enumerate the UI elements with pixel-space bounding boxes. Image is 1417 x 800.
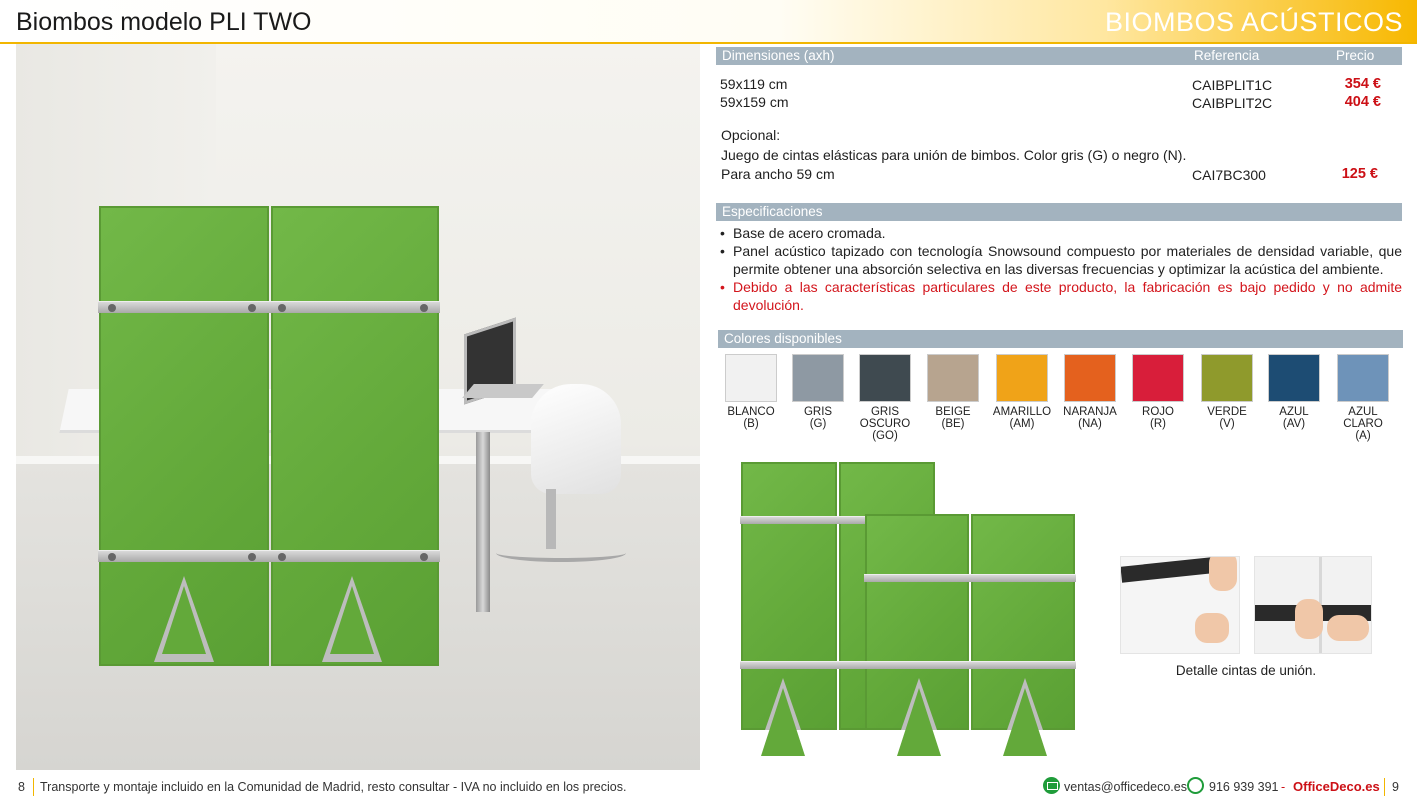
screen-rail-top [98, 301, 440, 313]
swatch-amarillo [989, 354, 1055, 430]
short-foot-right [1007, 678, 1043, 730]
spec-item: • Panel acústico tapizado con tecnología Snowsound compuesto por materiales de densidad variable, que permite obtener una absorción selectiva en las diversas frecuencias y optimizar la acústica del ambiente. [716, 242, 1402, 278]
chair-base [496, 544, 626, 562]
chair-pole [546, 489, 556, 549]
swatch-code: (R) [1150, 418, 1166, 430]
swatch-rojo [1125, 354, 1191, 430]
swatch-name: AZUL [1279, 406, 1309, 418]
detail-caption: Detalle cintas de unión. [1175, 663, 1317, 678]
phone-icon [1187, 777, 1204, 794]
row-1-price: 354 € [1344, 76, 1381, 92]
brand-link[interactable]: OfficeDeco.es [1293, 779, 1380, 794]
hand [1327, 615, 1369, 641]
swatch-gris-oscuro [852, 354, 918, 442]
row-1-dimensions: 59x119 cm [720, 76, 788, 92]
specs-heading: Especificaciones [716, 203, 1402, 221]
swatch-name: BLANCO [727, 406, 775, 418]
desk-leg [476, 432, 490, 612]
detail-photo-join [1254, 556, 1372, 654]
footer-divider [33, 778, 34, 796]
laptop-base [462, 384, 544, 398]
swatch-code: (A) [1355, 430, 1371, 442]
row-2-dimensions: 59x159 cm [720, 94, 789, 110]
swatch-name: AZUL CLARO [1343, 406, 1383, 430]
swatch-name: BEIGE [935, 406, 971, 418]
swatch-name: AMARILLO [992, 406, 1052, 418]
swatch-naranja [1057, 354, 1123, 430]
color-chip [1337, 354, 1389, 402]
swatch-name: GRIS OSCURO [859, 406, 911, 430]
swatch-code: (GO) [872, 430, 898, 442]
pricing-header [716, 47, 1402, 65]
swatch-code: (BE) [941, 418, 965, 430]
category-title: BIOMBOS ACÚSTICOS [1104, 7, 1403, 37]
swatch-name: NARANJA [1063, 406, 1117, 418]
spec-item: • Base de acero cromada. [716, 224, 1402, 242]
short-rail-bottom [864, 661, 1076, 669]
swatch-code: (AV) [1282, 418, 1306, 430]
swatch-code: (B) [743, 418, 759, 430]
swatch-gris [785, 354, 851, 430]
optional-description: Juego de cintas elásticas para unión de bimbos. Color gris (G) o negro (N). [721, 147, 1187, 163]
swatch-blanco [718, 354, 784, 430]
row-2-price: 404 € [1344, 94, 1381, 110]
optional-width: Para ancho 59 cm [721, 166, 835, 182]
color-chip [792, 354, 844, 402]
optional-reference: CAI7BC300 [1192, 167, 1266, 183]
swatch-code: (AM) [1009, 418, 1035, 430]
optional-price: 125 € [1341, 166, 1378, 182]
row-1-reference: CAIBPLIT1C [1192, 77, 1273, 93]
swatch-beige [920, 354, 986, 430]
short-foot-left [901, 678, 937, 730]
product-photo [16, 44, 700, 770]
swatch-name: GRIS [803, 406, 833, 418]
color-chip [996, 354, 1048, 402]
page-title: Biombos modelo PLI TWO [16, 8, 312, 36]
color-chip [1132, 354, 1184, 402]
col-dimensions: Dimensiones (axh) [722, 48, 835, 63]
specs-section [716, 203, 1402, 221]
tall-foot [765, 678, 801, 730]
swatch-azul-claro [1328, 354, 1398, 442]
swatch-code: (NA) [1078, 418, 1102, 430]
spec-warning: • Debido a las características particulares de este producto, la fabricación es bajo pedido y no admite devolución. [716, 278, 1402, 314]
footer-disclaimer: Transporte y montaje incluido en la Comunidad de Madrid, resto consultar - IVA no incluido en los precios. [40, 780, 627, 794]
screen-foot-right [322, 576, 382, 662]
swatch-azul [1261, 354, 1327, 430]
specs-list [716, 224, 1402, 314]
color-chip [859, 354, 911, 402]
color-chip [1201, 354, 1253, 402]
page-number-right: 9 [1392, 780, 1399, 794]
swatch-verde [1194, 354, 1260, 430]
product-pair-image [735, 456, 1097, 772]
screen-rail-bottom [98, 550, 440, 562]
detail-photo-strap [1120, 556, 1240, 654]
chair-seat [531, 384, 621, 494]
color-chip [1064, 354, 1116, 402]
page-number-left: 8 [18, 780, 25, 794]
swatch-name: VERDE [1207, 406, 1247, 418]
color-swatches [718, 354, 1402, 442]
color-chip [725, 354, 777, 402]
footer-divider [1384, 778, 1385, 796]
color-chip [927, 354, 979, 402]
email-link[interactable]: ventas@officedeco.es [1064, 780, 1187, 794]
color-chip [1268, 354, 1320, 402]
optional-label: Opcional: [721, 127, 781, 143]
pricing-table [716, 47, 1402, 65]
hand [1195, 613, 1229, 643]
hand [1295, 599, 1323, 639]
swatch-code: (V) [1219, 418, 1235, 430]
phone-number[interactable]: 916 939 391 [1209, 780, 1279, 794]
mail-icon [1043, 777, 1060, 794]
footer-dash: - [1281, 780, 1286, 794]
short-rail-top [864, 574, 1076, 582]
swatch-name: ROJO [1142, 406, 1174, 418]
colors-heading: Colores disponibles [718, 330, 1403, 348]
col-reference: Referencia [1194, 48, 1260, 63]
colors-section [718, 330, 1403, 348]
col-price: Precio [1336, 48, 1375, 63]
row-2-reference: CAIBPLIT2C [1192, 95, 1273, 111]
page-header [0, 0, 1417, 44]
screen-foot-left [154, 576, 214, 662]
hand [1209, 556, 1237, 591]
page-footer [0, 774, 1417, 800]
swatch-code: (G) [809, 418, 827, 430]
